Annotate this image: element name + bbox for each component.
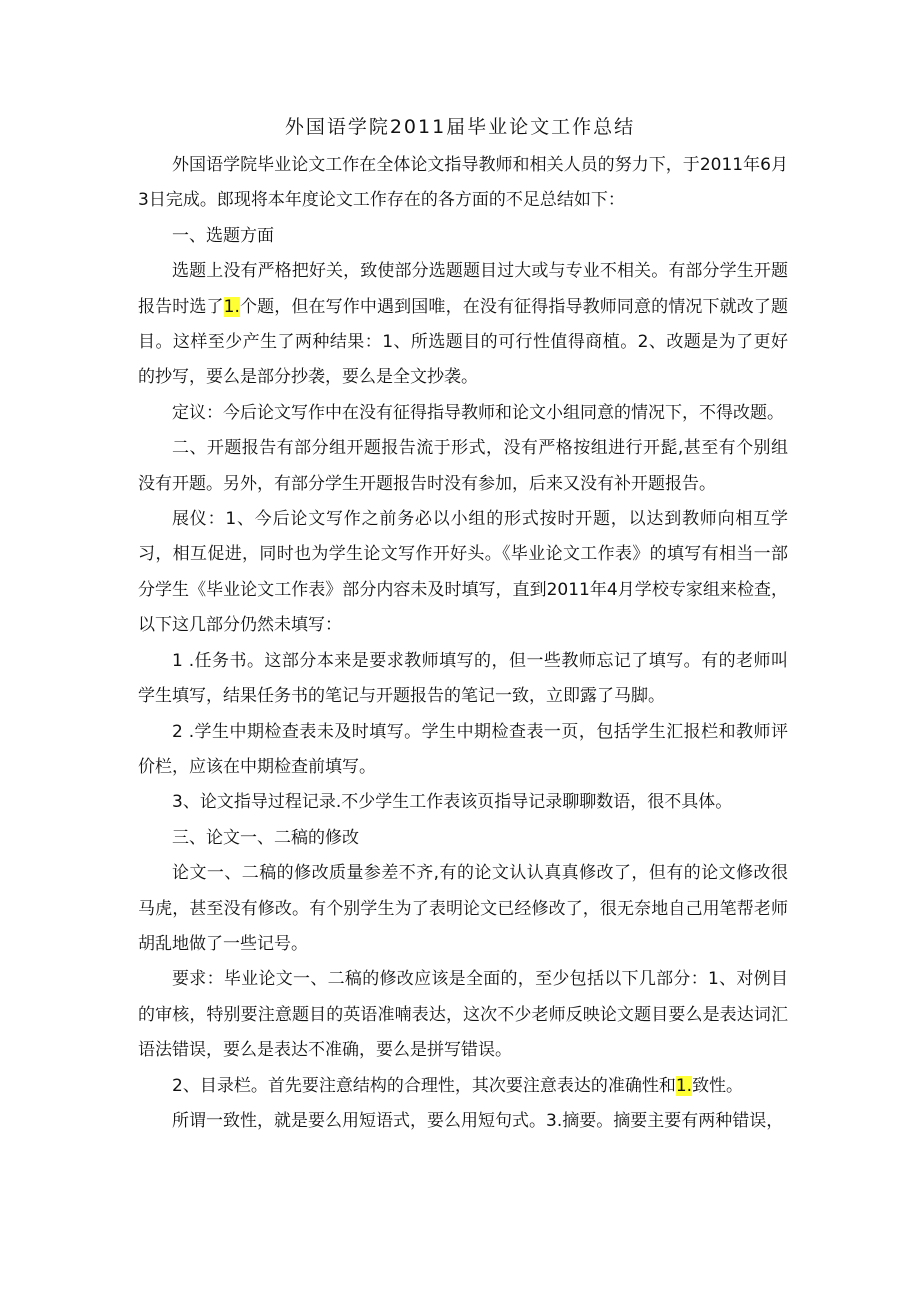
paragraph-midterm-check: 2 .学生中期检查表未及时填写。学生中期检查表一页，包括学生汇报栏和教师评价栏，应该在中期检查前填写。 — [138, 721, 788, 777]
text-segment: 个题，但在写作中遇到国唯，在没有征得指导教师同意的情况下就改了题目。这样至少产生了两种结果：1、所选题目的可行性值得商植。2、改题是为了更好的抄写，要么是部分抄袭，要么是全文抄袭。 — [138, 296, 789, 388]
paragraph-intro: 外国语学院毕业论文工作在全体论文指导教师和相关人员的努力下，于2011年6月3日完成。郎现将本年度论文工作存在的各方面的不足总结如下： — [138, 155, 788, 211]
paragraph-suggestions: 展仪：1、今后论文写作之前务必以小组的形式按时开题，以达到教师向相互学习，相互促进，同时也为学生论文写作开好头。《毕业论文工作表》的填写有相当一部分学生《毕业论文工作表》部分内容未及时填写，直到2011年4月学校专家组来检查，以下这几部分仍然未填写： — [138, 509, 788, 636]
paragraph-guidance-record: 3、论文指导过程记录.不少学生工作表该页指导记录聊聊数语，很不具体。 — [172, 792, 733, 813]
paragraph-topic-issues — [138, 254, 788, 396]
paragraph-revision-requirements: 要求：毕业论文一、二稿的修改应该是全面的，至少包括以下几部分：1、对例目的审核，特别要注意题目的英语准喃表达，这次不少老师反映论文题目要么是表达词汇语法错误，要么是表达不准确，要么是拼写错误。 — [138, 969, 788, 1061]
section-heading-revision: 三、论文一、二稿的修改 — [172, 827, 359, 848]
highlighted-text: 1. — [675, 1075, 693, 1096]
text-segment: 2、目录栏。首先要注意结构的合理性，其次要注意表达的准确性和 — [172, 1075, 676, 1096]
text-segment: 选题上没有严格把好关，致使部分选题题目过大或与专业不相关。有部分学生开题报告时选了 — [138, 261, 788, 317]
paragraph-consistency: 所谓一致性，就是要么用短语式，要么用短句式。3.摘要。摘要主要有两种错误， — [172, 1110, 784, 1131]
document-body — [138, 148, 788, 1139]
section-heading-topic-selection: 一、选题方面 — [172, 225, 274, 246]
text-segment: 致性。 — [692, 1075, 744, 1096]
paragraph-revision-quality: 论文一、二稿的修改质量参差不齐,有的论文认认真真修改了，但有的论文修改很马虎，甚至没有修改。有个别学生为了表明论文已经修改了，很无奈地自己用笔帮老师胡乱地做了一些记号。 — [138, 863, 788, 954]
document-title: 外国语学院2011届毕业论文工作总结 — [284, 116, 636, 138]
paragraph-proposal-report: 二、开题报告有部分组开题报告流于形式，没有严格按组进行开髭,甚至有个别组没有开题。另外，有部分学生开题报告时没有参加，后来又没有补开题报告。 — [138, 438, 788, 494]
paragraph-topic-rule: 定议：今后论文写作中在没有征得指导教师和论文小组同意的情况下，不得改题。 — [172, 402, 784, 423]
paragraph-task-book: 1 .任务书。这部分本来是要求教师填写的，但一些教师忘记了填写。有的老师叫学生填写，结果任务书的笔记与开题报告的笔记一致，立即露了马脚。 — [138, 650, 788, 707]
paragraph-table-of-contents — [138, 1069, 788, 1104]
highlighted-text: 1. — [223, 296, 240, 317]
